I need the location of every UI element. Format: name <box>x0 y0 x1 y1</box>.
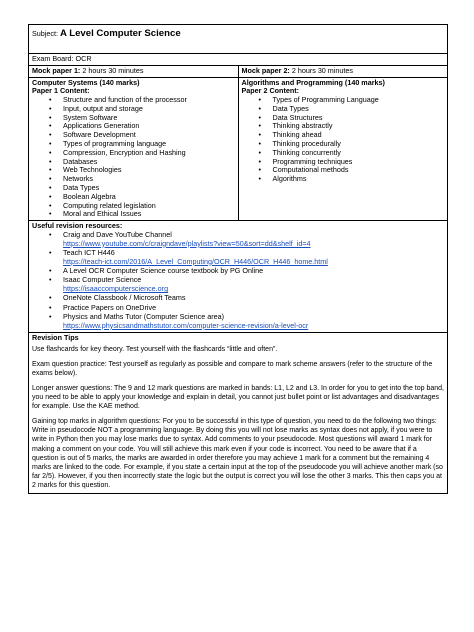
resources-row <box>29 221 448 333</box>
list-item: • Thinking abstractly <box>242 122 445 131</box>
list-item: • Networks <box>32 175 235 184</box>
subject-label: Subject: <box>32 29 58 38</box>
mock-paper-1-cell <box>29 65 239 77</box>
tip-paragraph: Use flashcards for key theory. Test yourself with the flashcards “little and often”. <box>32 345 278 353</box>
list-item: • Applications Generation <box>32 122 235 131</box>
list-item: • Data Types <box>32 184 235 193</box>
list-item: • Structure and function of the processor <box>32 96 235 105</box>
list-item <box>32 231 444 249</box>
subject-cell <box>29 25 448 54</box>
mock-paper-row <box>29 65 448 77</box>
list-item: • Software Development <box>32 131 235 140</box>
tips-cell <box>29 332 448 493</box>
list-item <box>32 249 444 267</box>
list-item: • Compression, Encryption and Hashing <box>32 149 235 158</box>
resource-link[interactable]: https://isaaccomputerscience.org <box>63 284 169 294</box>
mock-paper-2-cell <box>238 65 448 77</box>
tip-paragraph: Exam question practice: Test yourself as regularly as possible and compare to mark scheme answers (refer to the structure of the exams below). <box>32 360 433 377</box>
list-item: • Web Technologies <box>32 166 235 175</box>
paper-content-row <box>29 77 448 221</box>
paper-2-topic-list <box>242 96 445 184</box>
paper-1-topic-list <box>32 96 235 219</box>
list-item: • Algorithms <box>242 175 445 184</box>
list-item: • Thinking ahead <box>242 131 445 140</box>
list-item: • Types of Programming Language <box>242 96 445 105</box>
resource-name: Teach ICT H446 <box>63 247 115 257</box>
list-item: • Computing related legislation <box>32 202 235 211</box>
list-item: • Input, output and storage <box>32 105 235 114</box>
resources-title: Useful revision resources: <box>32 221 123 231</box>
list-item <box>32 276 444 294</box>
exam-board-cell: Exam Board: OCR <box>29 54 448 66</box>
list-item: • Thinking procedurally <box>242 140 445 149</box>
paper-1-content-label: Paper 1 Content: <box>32 86 90 96</box>
tips-title: Revision Tips <box>32 332 79 342</box>
list-item: • Thinking concurrently <box>242 149 445 158</box>
list-item <box>32 313 444 331</box>
list-item: • Moral and Ethical Issues <box>32 210 235 219</box>
resource-name: Physics and Maths Tutor (Computer Science area) <box>63 311 224 321</box>
list-item: • Programming techniques <box>242 158 445 167</box>
list-item: • System Software <box>32 114 235 123</box>
resource-link[interactable]: https://teach-ict.com/2016/A_Level_Computing/OCR_H446/OCR_H446_home.html <box>63 256 328 266</box>
tip-paragraph: Gaining top marks in algorithm questions: For you to be successful in this type of question, you need to do the following two things: Write in pseudocode NOT a programming language. By doing this you will not lose marks as syntax does not apply, if you were to write in Python then you may lose marks due to syntax. Add comments to your pseudocode. Most questions will award 1 mark for making a comment on your code. You will still achieve this mark even if your code is incorrect. You need to be aware that if a question is out of 5 marks, the marks are awarded in order therefore you may achieve 1 mark for a comment but the remaining 4 marks are linked to the code. For example, if you state a certain input at the top of the pseudocode you will achieve another mark (so far 2/5). However, if you then incorrectly state the logic but the output is correct you will lose the other 3 marks. This then caps you at 2 marks for this question. <box>32 418 443 489</box>
revision-sheet <box>28 24 448 494</box>
mock-paper-2-duration: 2 hours 30 minutes <box>291 65 353 75</box>
paper-2-title: Algorithms and Programming (140 marks) <box>241 77 385 87</box>
resource-name: Practice Papers on OneDrive <box>63 302 157 312</box>
resource-link[interactable]: https://www.physicsandmathstutor.com/computer-science-revision/a-level-ocr <box>63 320 309 330</box>
list-item: • Computational methods <box>242 166 445 175</box>
mock-paper-1-duration: 2 hours 30 minutes <box>82 65 144 75</box>
resources-list <box>32 231 444 331</box>
mock-paper-2-label: Mock paper 2: <box>241 65 290 75</box>
paper-1-title: Computer Systems (140 marks) <box>32 77 140 87</box>
resource-link[interactable]: https://www.youtube.com/c/craigndave/playlists?view=50&sort=dd&shelf_id=4 <box>63 238 311 248</box>
resource-name: Craig and Dave YouTube Channel <box>63 229 172 239</box>
resources-cell <box>29 221 448 333</box>
list-item: • Types of programming language <box>32 140 235 149</box>
exam-board-row <box>29 54 448 66</box>
resource-name: A Level OCR Computer Science course textbook by PG Online <box>63 265 264 275</box>
resource-name: Isaac Computer Science <box>63 275 142 285</box>
list-item: • Data Types <box>242 105 445 114</box>
paper-2-cell <box>238 77 448 221</box>
paper-2-content-label: Paper 2 Content: <box>241 86 300 96</box>
list-item: • Boolean Algebra <box>32 193 235 202</box>
list-item: • Data Structures <box>242 114 445 123</box>
tips-row <box>29 332 448 493</box>
paper-1-cell <box>29 77 239 221</box>
mock-paper-1-label: Mock paper 1: <box>32 65 81 75</box>
list-item: • Databases <box>32 158 235 167</box>
resource-name: OneNote Classbook / Microsoft Teams <box>63 293 186 303</box>
subject-row <box>29 25 448 54</box>
tip-paragraph: Longer answer questions: The 9 and 12 mark questions are marked in bands: L1, L2 and L3. In order for you to get into the top band, you need to be able to apply your knowledge and explain in detail, you cannot just bullet point or list advantages and disadvantages for example. Use the KAE method. <box>32 385 444 411</box>
revision-table <box>28 24 448 494</box>
subject-value: A Level Computer Science <box>59 28 181 39</box>
